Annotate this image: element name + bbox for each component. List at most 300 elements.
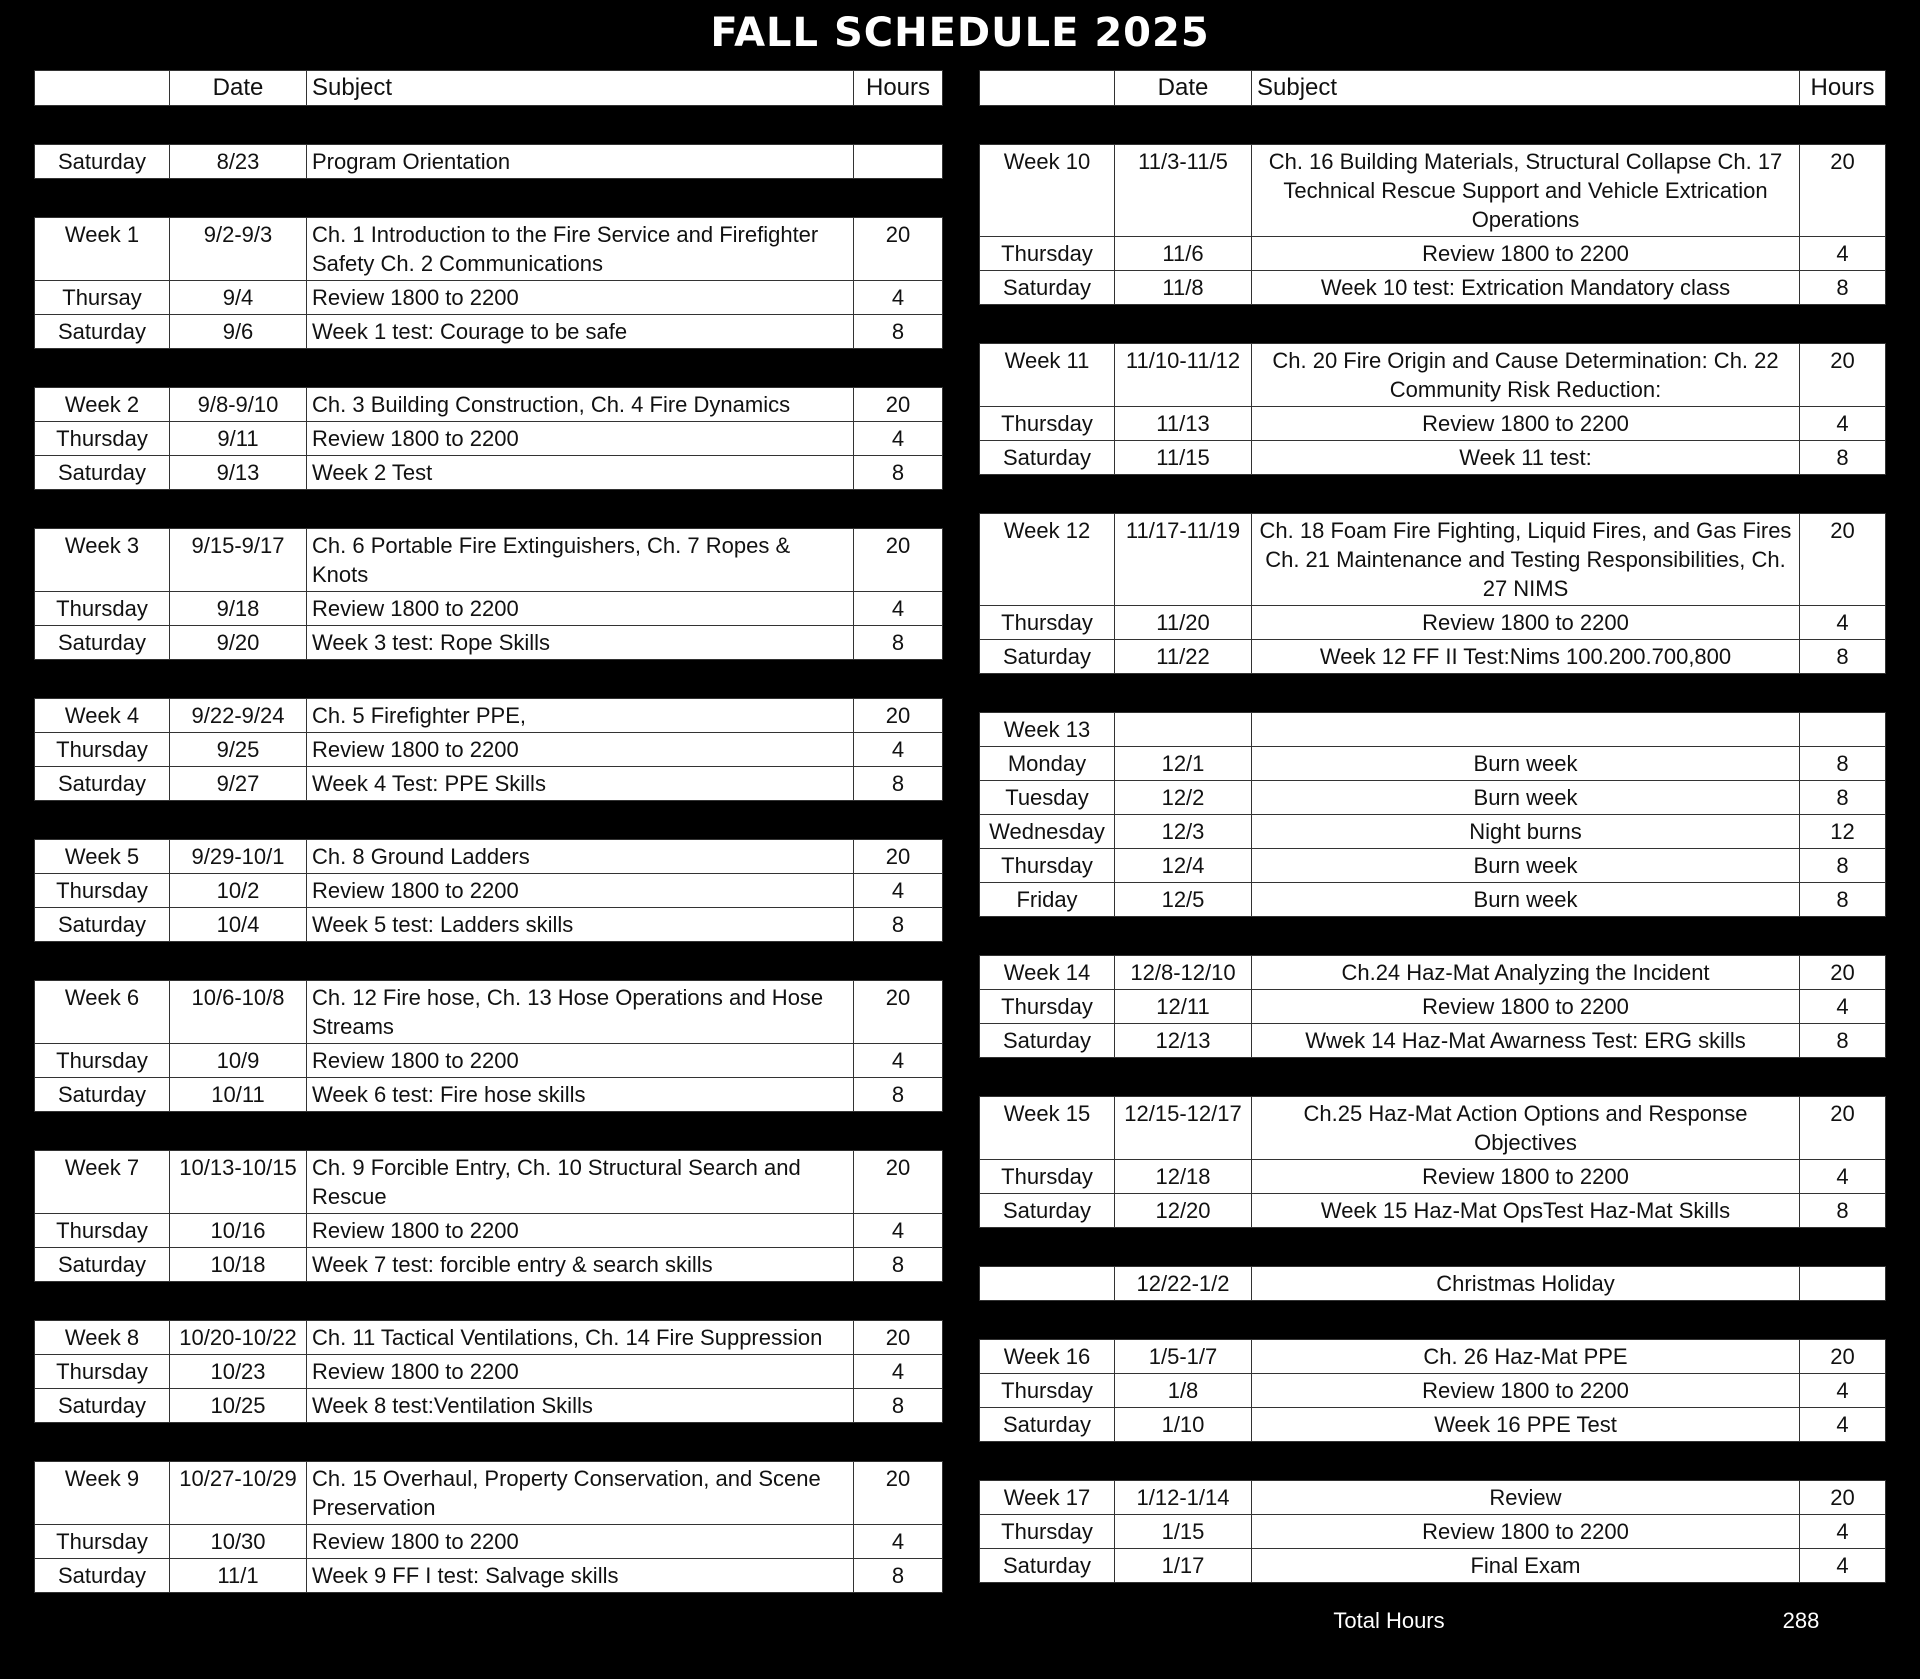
row-day: Week 13	[980, 713, 1115, 747]
block-gap	[979, 1228, 1885, 1266]
row-day: Saturday	[35, 145, 170, 179]
block-gap	[979, 106, 1885, 144]
row-subject: Burn week	[1252, 747, 1800, 781]
row-subject: Burn week	[1252, 849, 1800, 883]
row-date: 12/1	[1115, 747, 1252, 781]
schedule-row	[980, 1481, 1886, 1515]
row-date: 9/18	[170, 592, 307, 626]
week-block	[34, 528, 943, 660]
left-schedule-column	[34, 70, 942, 1593]
schedule-row	[980, 990, 1886, 1024]
row-date: 11/1	[170, 1559, 307, 1593]
schedule-row	[980, 1515, 1886, 1549]
row-hours	[854, 145, 943, 179]
week-block	[979, 1480, 1886, 1583]
schedule-row	[35, 1214, 943, 1248]
row-date: 12/20	[1115, 1194, 1252, 1228]
schedule-row	[980, 1374, 1886, 1408]
row-day: Thursday	[35, 1044, 170, 1078]
schedule-row	[35, 422, 943, 456]
row-subject: Final Exam	[1252, 1549, 1800, 1583]
schedule-row	[35, 218, 943, 281]
schedule-row	[35, 456, 943, 490]
row-subject	[1252, 713, 1800, 747]
row-day: Wednesday	[980, 815, 1115, 849]
row-day: Week 7	[35, 1151, 170, 1214]
row-day: Thursday	[35, 1355, 170, 1389]
row-day: Saturday	[980, 1194, 1115, 1228]
row-day: Week 6	[35, 981, 170, 1044]
row-date: 10/30	[170, 1525, 307, 1559]
row-day: Saturday	[980, 1024, 1115, 1058]
page-title: FALL SCHEDULE 2025	[710, 10, 1210, 56]
row-date: 1/17	[1115, 1549, 1252, 1583]
schedule-row	[35, 281, 943, 315]
header-subject: Subject	[307, 71, 854, 106]
row-hours: 20	[854, 388, 943, 422]
row-day: Thursday	[980, 990, 1115, 1024]
row-hours: 8	[1800, 883, 1886, 917]
schedule-row	[35, 733, 943, 767]
row-subject: Ch. 15 Overhaul, Property Conservation, and Scene Preservation	[307, 1462, 854, 1525]
row-hours: 8	[1800, 747, 1886, 781]
row-date: 12/11	[1115, 990, 1252, 1024]
schedule-row	[35, 1248, 943, 1282]
block-gap	[979, 1442, 1885, 1480]
row-day: Thursay	[35, 281, 170, 315]
row-hours: 20	[1800, 1481, 1886, 1515]
row-hours: 4	[1800, 1515, 1886, 1549]
row-subject: Review 1800 to 2200	[1252, 1374, 1800, 1408]
row-hours: 8	[1800, 271, 1886, 305]
row-subject: Ch. 26 Haz-Mat PPE	[1252, 1340, 1800, 1374]
row-subject: Burn week	[1252, 781, 1800, 815]
week-block	[979, 1339, 1886, 1442]
schedule-row	[980, 344, 1886, 407]
row-date: 9/27	[170, 767, 307, 801]
schedule-row	[980, 956, 1886, 990]
row-date: 10/25	[170, 1389, 307, 1423]
right-header-table	[979, 70, 1886, 106]
row-day: Saturday	[980, 1408, 1115, 1442]
row-subject: Week 2 Test	[307, 456, 854, 490]
schedule-row	[35, 699, 943, 733]
schedule-row	[980, 407, 1886, 441]
header-hours: Hours	[854, 71, 943, 106]
schedule-row	[35, 908, 943, 942]
row-hours	[1800, 713, 1886, 747]
schedule-row	[980, 1267, 1886, 1301]
row-subject: Ch. 3 Building Construction, Ch. 4 Fire Dynamics	[307, 388, 854, 422]
block-gap	[34, 1282, 942, 1320]
schedule-row	[980, 815, 1886, 849]
row-day: Saturday	[35, 1559, 170, 1593]
row-hours: 8	[854, 315, 943, 349]
total-hours-label: Total Hours	[1333, 1608, 1445, 1633]
row-subject: Review 1800 to 2200	[307, 1355, 854, 1389]
week-block	[979, 712, 1886, 917]
total-hours-value: 288	[1782, 1608, 1820, 1633]
row-day: Saturday	[980, 1549, 1115, 1583]
schedule-row	[980, 747, 1886, 781]
row-day: Thursday	[980, 849, 1115, 883]
row-day: Week 9	[35, 1462, 170, 1525]
week-block	[34, 980, 943, 1112]
schedule-row	[35, 840, 943, 874]
week-block	[979, 1096, 1886, 1228]
row-subject: Ch. 8 Ground Ladders	[307, 840, 854, 874]
block-gap	[34, 490, 942, 528]
row-hours: 4	[1800, 1408, 1886, 1442]
block-gap	[979, 674, 1885, 712]
row-hours: 4	[854, 1214, 943, 1248]
row-subject: Week 15 Haz-Mat OpsTest Haz-Mat Skills	[1252, 1194, 1800, 1228]
schedule-row	[35, 145, 943, 179]
row-hours: 4	[854, 733, 943, 767]
row-date: 11/8	[1115, 271, 1252, 305]
total-hours	[979, 1606, 1885, 1642]
row-date: 1/15	[1115, 1515, 1252, 1549]
row-date: 10/11	[170, 1078, 307, 1112]
schedule-row	[980, 237, 1886, 271]
row-day: Tuesday	[980, 781, 1115, 815]
row-subject: Week 4 Test: PPE Skills	[307, 767, 854, 801]
row-subject: Week 5 test: Ladders skills	[307, 908, 854, 942]
schedule-row	[35, 981, 943, 1044]
row-hours: 20	[854, 981, 943, 1044]
row-hours: 4	[854, 281, 943, 315]
row-date: 8/23	[170, 145, 307, 179]
block-gap	[34, 1423, 942, 1461]
row-date: 9/2-9/3	[170, 218, 307, 281]
row-day: Saturday	[980, 441, 1115, 475]
schedule-row	[980, 514, 1886, 606]
week-block	[34, 839, 943, 942]
row-date: 12/3	[1115, 815, 1252, 849]
block-gap	[34, 106, 942, 144]
row-subject: Review 1800 to 2200	[1252, 990, 1800, 1024]
row-day: Thursday	[980, 407, 1115, 441]
row-hours: 20	[854, 1321, 943, 1355]
right-week-blocks	[979, 106, 1885, 1583]
row-day: Thursday	[980, 1515, 1115, 1549]
row-date: 9/25	[170, 733, 307, 767]
schedule-row	[35, 1078, 943, 1112]
row-day: Thursday	[35, 592, 170, 626]
block-gap	[34, 801, 942, 839]
schedule-row	[980, 849, 1886, 883]
schedule-row	[980, 1194, 1886, 1228]
row-subject: Review 1800 to 2200	[1252, 1160, 1800, 1194]
row-day: Thursday	[35, 874, 170, 908]
schedule-row	[35, 315, 943, 349]
row-subject: Week 6 test: Fire hose skills	[307, 1078, 854, 1112]
row-hours: 8	[1800, 640, 1886, 674]
row-date: 1/5-1/7	[1115, 1340, 1252, 1374]
row-subject: Night burns	[1252, 815, 1800, 849]
row-subject: Week 1 test: Courage to be safe	[307, 315, 854, 349]
row-hours: 20	[854, 699, 943, 733]
row-subject: Ch.24 Haz-Mat Analyzing the Incident	[1252, 956, 1800, 990]
block-gap	[34, 942, 942, 980]
schedule-row	[35, 1355, 943, 1389]
schedule-row	[980, 1549, 1886, 1583]
row-day: Friday	[980, 883, 1115, 917]
row-day: Week 12	[980, 514, 1115, 606]
row-hours: 20	[854, 840, 943, 874]
row-hours: 4	[1800, 1549, 1886, 1583]
row-subject: Christmas Holiday	[1252, 1267, 1800, 1301]
week-block	[979, 144, 1886, 305]
row-subject: Review 1800 to 2200	[1252, 407, 1800, 441]
row-day: Week 2	[35, 388, 170, 422]
row-date: 10/6-10/8	[170, 981, 307, 1044]
row-date: 11/22	[1115, 640, 1252, 674]
row-subject: Ch. 20 Fire Origin and Cause Determination: Ch. 22 Community Risk Reduction:	[1252, 344, 1800, 407]
block-gap	[979, 1301, 1885, 1339]
row-date: 9/29-10/1	[170, 840, 307, 874]
row-hours: 8	[854, 1248, 943, 1282]
row-hours: 8	[1800, 1194, 1886, 1228]
row-hours: 4	[854, 1044, 943, 1078]
row-day: Thursday	[980, 237, 1115, 271]
row-hours: 8	[854, 456, 943, 490]
block-gap	[979, 305, 1885, 343]
week-block	[34, 217, 943, 349]
row-date: 11/13	[1115, 407, 1252, 441]
week-block	[34, 1461, 943, 1593]
row-date: 12/18	[1115, 1160, 1252, 1194]
row-date: 10/4	[170, 908, 307, 942]
row-hours: 4	[854, 422, 943, 456]
row-date: 10/18	[170, 1248, 307, 1282]
schedule-row	[980, 713, 1886, 747]
row-day: Saturday	[35, 1248, 170, 1282]
row-date: 11/15	[1115, 441, 1252, 475]
row-hours: 8	[854, 1078, 943, 1112]
row-hours: 8	[854, 908, 943, 942]
row-hours: 8	[1800, 849, 1886, 883]
row-date: 11/6	[1115, 237, 1252, 271]
row-subject: Ch. 5 Firefighter PPE,	[307, 699, 854, 733]
schedule-row	[35, 529, 943, 592]
row-day: Thursday	[35, 1525, 170, 1559]
block-gap	[34, 1112, 942, 1150]
schedule-row	[35, 1321, 943, 1355]
row-hours: 20	[854, 1462, 943, 1525]
row-hours: 20	[854, 1151, 943, 1214]
schedule-row	[35, 388, 943, 422]
row-hours: 20	[1800, 1340, 1886, 1374]
row-subject: Week 8 test:Ventilation Skills	[307, 1389, 854, 1423]
row-hours: 4	[1800, 606, 1886, 640]
row-day: Week 17	[980, 1481, 1115, 1515]
row-day: Thursday	[35, 422, 170, 456]
schedule-row	[35, 1462, 943, 1525]
row-hours: 4	[854, 1355, 943, 1389]
row-date: 9/8-9/10	[170, 388, 307, 422]
row-day: Week 16	[980, 1340, 1115, 1374]
row-date: 12/8-12/10	[1115, 956, 1252, 990]
schedule-row	[980, 640, 1886, 674]
row-day: Week 8	[35, 1321, 170, 1355]
row-subject: Review 1800 to 2200	[307, 1044, 854, 1078]
row-day: Week 10	[980, 145, 1115, 237]
week-block	[979, 955, 1886, 1058]
row-subject: Ch. 6 Portable Fire Extinguishers, Ch. 7 Ropes & Knots	[307, 529, 854, 592]
row-subject: Ch. 1 Introduction to the Fire Service and Firefighter Safety Ch. 2 Communications	[307, 218, 854, 281]
block-gap	[979, 917, 1885, 955]
row-day: Thursday	[980, 1160, 1115, 1194]
row-hours: 4	[1800, 407, 1886, 441]
schedule-row	[35, 1389, 943, 1423]
row-subject: Review 1800 to 2200	[1252, 237, 1800, 271]
schedule-row	[980, 1024, 1886, 1058]
row-subject: Week 7 test: forcible entry & search skills	[307, 1248, 854, 1282]
row-subject: Review 1800 to 2200	[307, 281, 854, 315]
schedule-row	[35, 592, 943, 626]
row-subject: Ch. 16 Building Materials, Structural Collapse Ch. 17 Technical Rescue Support and Vehicle Extrication Operations	[1252, 145, 1800, 237]
row-subject: Ch.25 Haz-Mat Action Options and Response Objectives	[1252, 1097, 1800, 1160]
header-day	[980, 71, 1115, 106]
row-day	[980, 1267, 1115, 1301]
row-date: 12/5	[1115, 883, 1252, 917]
header-row	[35, 71, 943, 106]
row-day: Thursday	[980, 606, 1115, 640]
schedule-row	[980, 1097, 1886, 1160]
row-subject: Review 1800 to 2200	[1252, 1515, 1800, 1549]
schedule-row	[980, 1340, 1886, 1374]
block-gap	[979, 475, 1885, 513]
week-block	[979, 513, 1886, 674]
row-day: Saturday	[35, 626, 170, 660]
row-date: 10/23	[170, 1355, 307, 1389]
row-subject: Review 1800 to 2200	[307, 733, 854, 767]
row-hours: 4	[1800, 1374, 1886, 1408]
row-hours: 8	[854, 767, 943, 801]
row-day: Saturday	[35, 1078, 170, 1112]
row-date	[1115, 713, 1252, 747]
row-subject: Week 10 test: Extrication Mandatory class	[1252, 271, 1800, 305]
row-date: 10/27-10/29	[170, 1462, 307, 1525]
row-day: Week 3	[35, 529, 170, 592]
row-day: Monday	[980, 747, 1115, 781]
schedule-row	[980, 145, 1886, 237]
row-day: Saturday	[35, 908, 170, 942]
block-gap	[979, 1058, 1885, 1096]
row-hours: 4	[854, 592, 943, 626]
row-subject: Ch. 18 Foam Fire Fighting, Liquid Fires, and Gas Fires Ch. 21 Maintenance and Testing Responsibilities, Ch. 27 NIMS	[1252, 514, 1800, 606]
row-subject: Ch. 9 Forcible Entry, Ch. 10 Structural Search and Rescue	[307, 1151, 854, 1214]
row-hours: 4	[1800, 1160, 1886, 1194]
row-date: 9/20	[170, 626, 307, 660]
week-block	[34, 698, 943, 801]
row-hours: 12	[1800, 815, 1886, 849]
header-date: Date	[1115, 71, 1252, 106]
schedule-row	[35, 1559, 943, 1593]
left-week-blocks	[34, 106, 942, 1593]
row-hours: 8	[854, 1389, 943, 1423]
row-date: 11/10-11/12	[1115, 344, 1252, 407]
schedule-row	[980, 606, 1886, 640]
row-day: Week 14	[980, 956, 1115, 990]
row-subject: Week 9 FF I test: Salvage skills	[307, 1559, 854, 1593]
row-date: 12/15-12/17	[1115, 1097, 1252, 1160]
row-subject: Burn week	[1252, 883, 1800, 917]
row-date: 11/17-11/19	[1115, 514, 1252, 606]
row-subject: Review 1800 to 2200	[307, 1214, 854, 1248]
week-block	[34, 1320, 943, 1423]
row-hours: 4	[854, 874, 943, 908]
row-subject: Review 1800 to 2200	[307, 592, 854, 626]
row-day: Saturday	[980, 271, 1115, 305]
row-day: Week 5	[35, 840, 170, 874]
row-date: 12/2	[1115, 781, 1252, 815]
row-date: 10/2	[170, 874, 307, 908]
row-hours: 4	[854, 1525, 943, 1559]
week-block	[979, 343, 1886, 475]
row-subject: Week 12 FF II Test:Nims 100.200.700,800	[1252, 640, 1800, 674]
schedule-row	[35, 626, 943, 660]
row-subject: Review 1800 to 2200	[307, 1525, 854, 1559]
row-hours: 8	[854, 1559, 943, 1593]
row-day: Week 1	[35, 218, 170, 281]
row-date: 9/11	[170, 422, 307, 456]
schedule-row	[980, 441, 1886, 475]
row-date: 11/3-11/5	[1115, 145, 1252, 237]
header-date: Date	[170, 71, 307, 106]
row-hours: 20	[1800, 1097, 1886, 1160]
row-date: 11/20	[1115, 606, 1252, 640]
row-hours: 20	[1800, 956, 1886, 990]
schedule-row	[35, 1044, 943, 1078]
row-day: Saturday	[35, 1389, 170, 1423]
row-date: 9/6	[170, 315, 307, 349]
row-subject: Wwek 14 Haz-Mat Awarness Test: ERG skills	[1252, 1024, 1800, 1058]
row-date: 9/22-9/24	[170, 699, 307, 733]
row-hours: 4	[1800, 237, 1886, 271]
row-subject: Ch. 11 Tactical Ventilations, Ch. 14 Fire Suppression	[307, 1321, 854, 1355]
row-day: Week 15	[980, 1097, 1115, 1160]
header-row	[980, 71, 1886, 106]
week-block	[34, 1150, 943, 1282]
row-subject: Week 11 test:	[1252, 441, 1800, 475]
week-block	[34, 144, 943, 179]
row-date: 12/22-1/2	[1115, 1267, 1252, 1301]
header-hours: Hours	[1800, 71, 1886, 106]
left-header-table	[34, 70, 943, 106]
row-subject: Week 16 PPE Test	[1252, 1408, 1800, 1442]
row-date: 1/12-1/14	[1115, 1481, 1252, 1515]
row-subject: Ch. 12 Fire hose, Ch. 13 Hose Operations and Hose Streams	[307, 981, 854, 1044]
row-hours: 8	[1800, 441, 1886, 475]
row-subject: Program Orientation	[307, 145, 854, 179]
row-date: 1/8	[1115, 1374, 1252, 1408]
row-hours: 8	[1800, 781, 1886, 815]
header-day	[35, 71, 170, 106]
schedule-row	[980, 781, 1886, 815]
row-day: Saturday	[980, 640, 1115, 674]
row-hours	[1800, 1267, 1886, 1301]
row-date: 10/9	[170, 1044, 307, 1078]
schedule-row	[980, 1160, 1886, 1194]
week-block	[34, 387, 943, 490]
row-date: 12/13	[1115, 1024, 1252, 1058]
row-day: Thursday	[980, 1374, 1115, 1408]
row-subject: Review 1800 to 2200	[1252, 606, 1800, 640]
row-hours: 8	[854, 626, 943, 660]
row-date: 10/20-10/22	[170, 1321, 307, 1355]
